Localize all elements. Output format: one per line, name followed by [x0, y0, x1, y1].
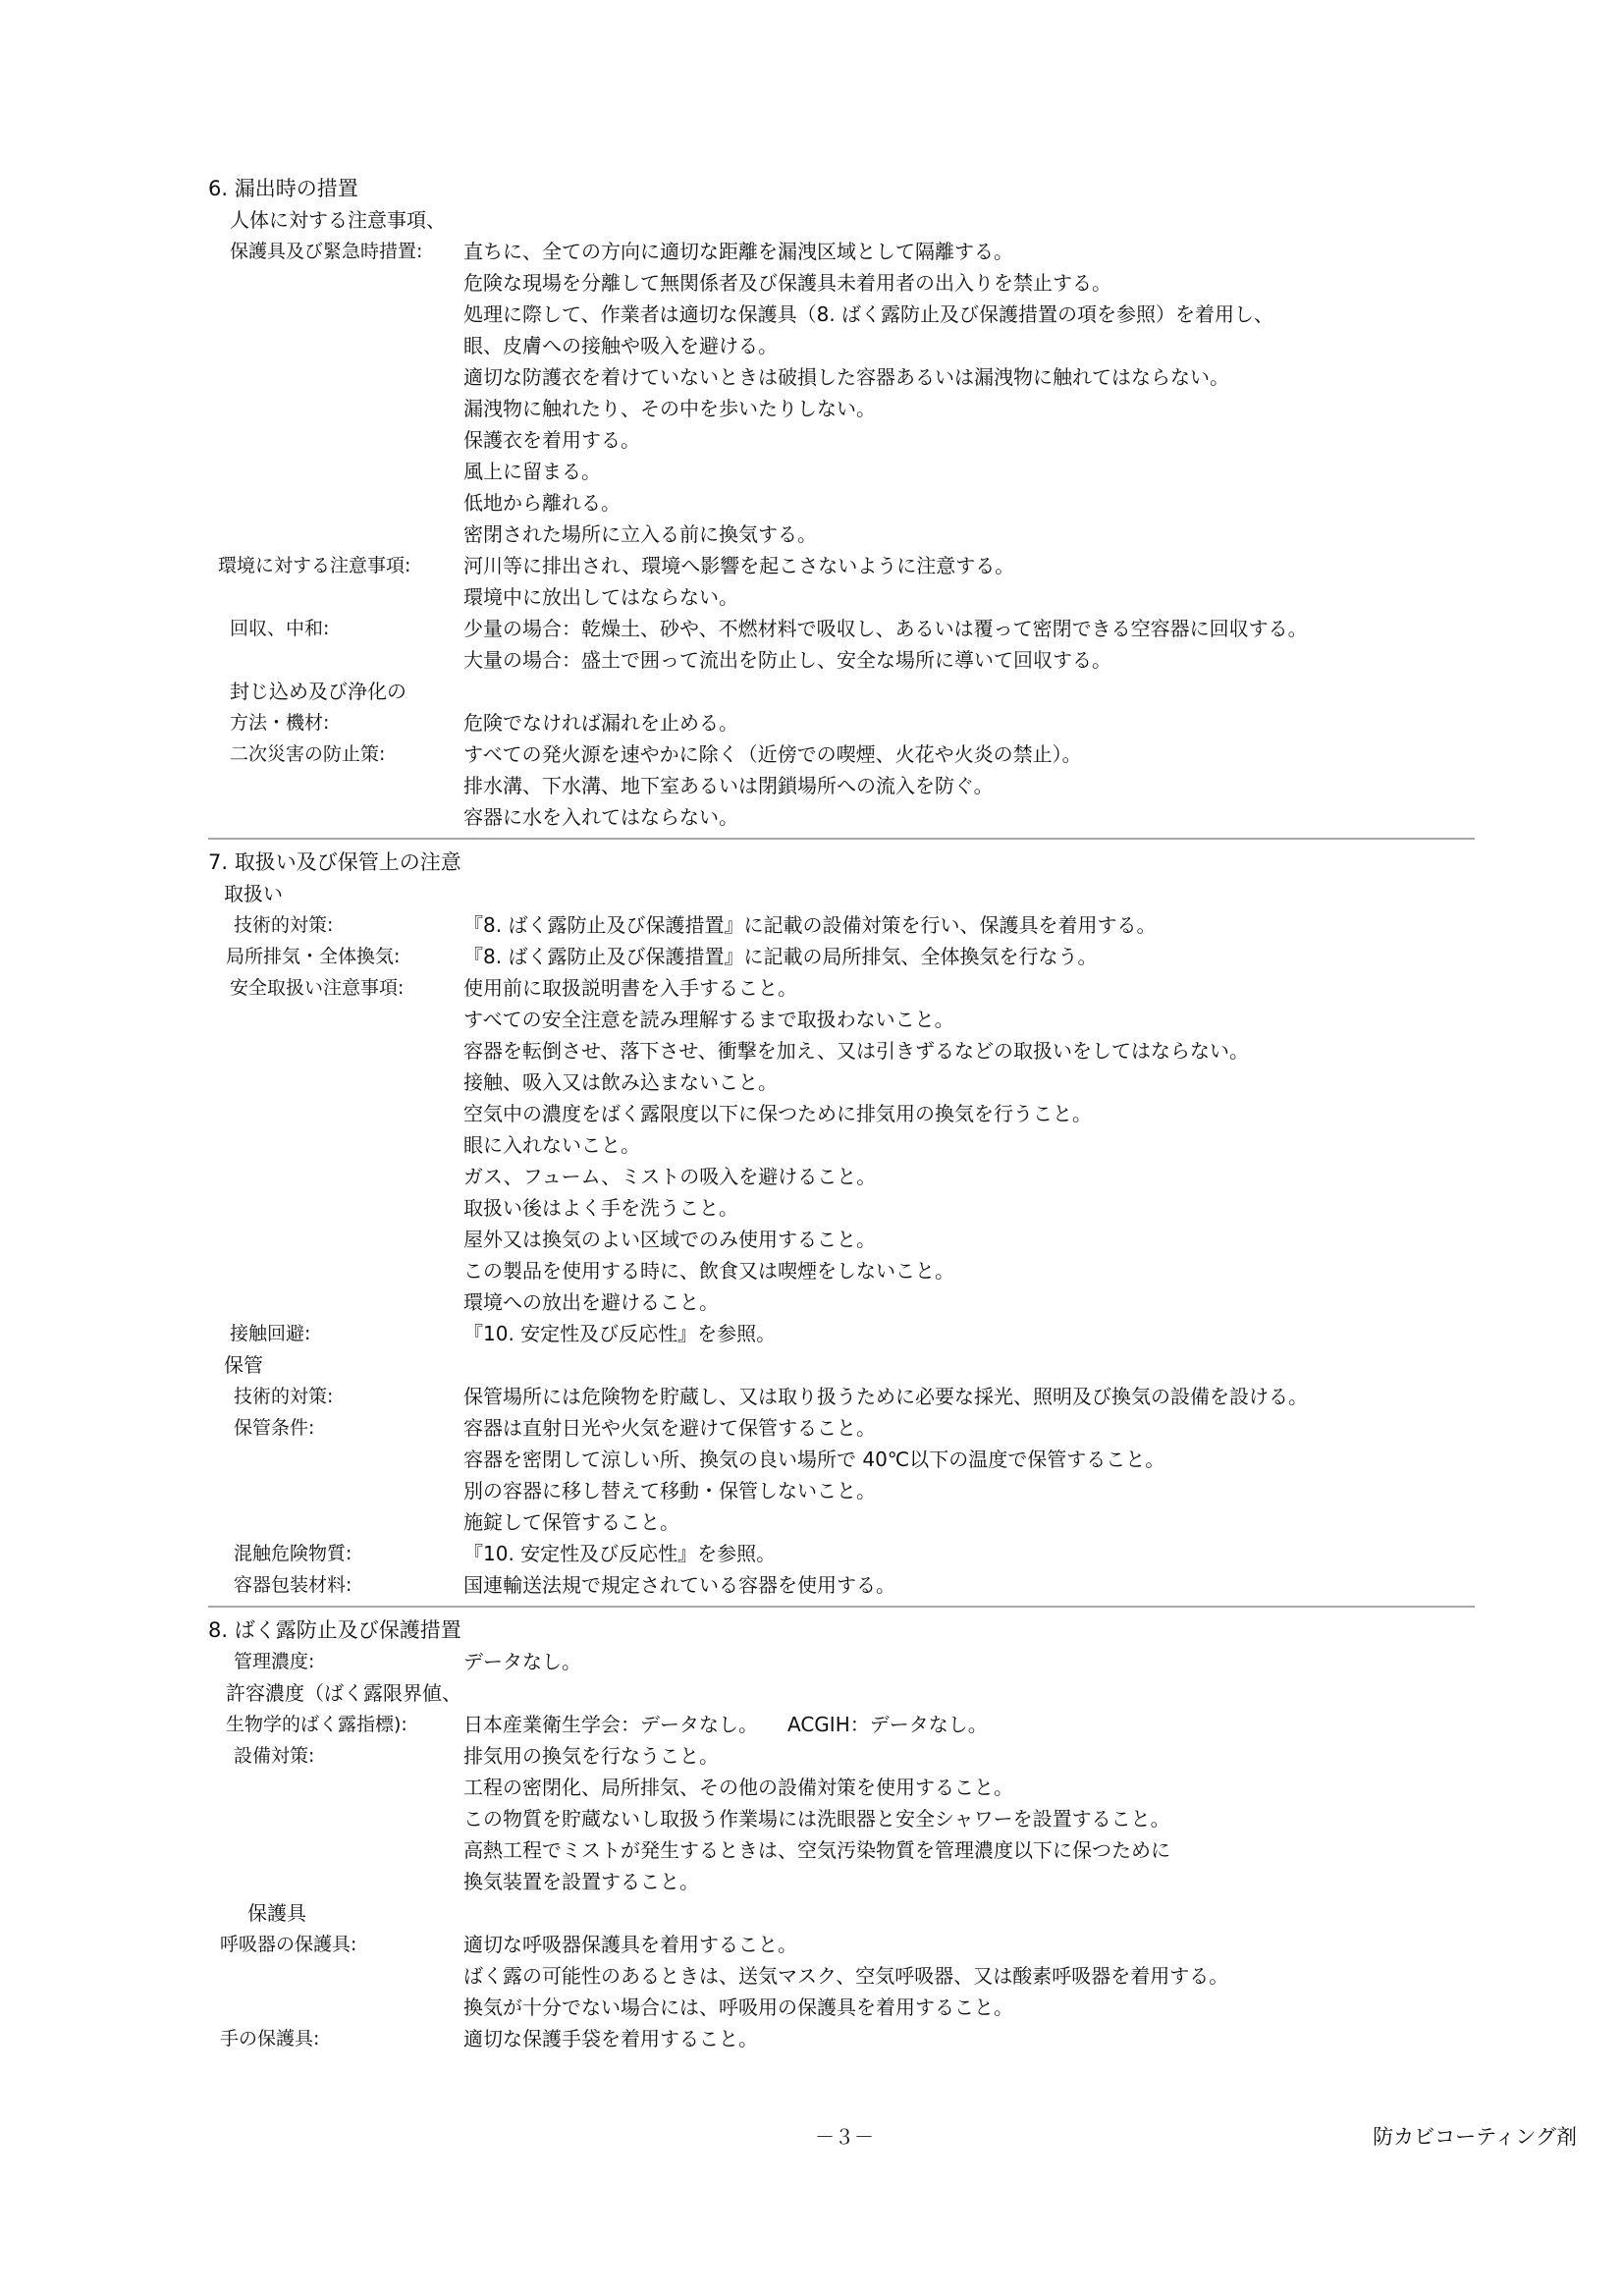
field-label: 容器包装材料: — [234, 1574, 352, 1596]
value-line: すべての発火源を速やかに除く（近傍での喫煙、火花や火炎の禁止）。 — [463, 742, 1082, 766]
value-line: ばく露の可能性のあるときは、送気マスク、空気呼吸器、又は酸素呼吸器を着用する。 — [463, 1964, 1229, 1988]
value-line: 使用前に取扱説明書を入手すること。 — [463, 976, 797, 1000]
field-value — [463, 236, 1485, 550]
section-7 — [208, 847, 1485, 1601]
value-line: 環境中に放出してはならない。 — [463, 585, 738, 609]
section-divider — [208, 838, 1475, 840]
value-line: 『10. 安定性及び反応性』を参照。 — [463, 1322, 777, 1345]
value-line: 屋外又は換気のよい区域でのみ使用すること。 — [463, 1228, 876, 1251]
value-line: 適切な保護手袋を着用すること。 — [463, 2027, 758, 2050]
field-row — [208, 1646, 1485, 1677]
value-line: 空気中の濃度をばく露限度以下に保つために排気用の換気を行うこと。 — [463, 1102, 1092, 1125]
field-value — [463, 909, 1485, 941]
sds-content — [208, 173, 1485, 2054]
field-row — [208, 236, 1485, 550]
field-label: 管理濃度: — [234, 1651, 315, 1672]
subsection-heading: 封じ込め及び浄化の — [230, 680, 406, 703]
value-line: データなし。 — [463, 1650, 581, 1673]
value-line: 風上に留まる。 — [463, 460, 601, 483]
field-label: 技術的対策: — [234, 1386, 334, 1407]
value-line: 処理に際して、作業者は適切な保護具（8. ばく露防止及び保護措置の項を参照）を着用し、 — [463, 302, 1274, 326]
field-label: 手の保護具: — [220, 2028, 320, 2050]
value-line: 高熱工程でミストが発生するときは、空気汚染物質を管理濃度以下に保つために — [463, 1838, 1170, 1862]
field-label: 回収、中和: — [230, 618, 330, 639]
subsection-heading: 保護具 — [247, 1901, 306, 1925]
value-line: 危険な現場を分離して無関係者及び保護具未着用者の出入りを禁止する。 — [463, 271, 1111, 295]
value-line: 容器を密閉して涼しい所、換気の良い場所で 40℃以下の温度で保管すること。 — [463, 1448, 1165, 1471]
field-value — [463, 1381, 1485, 1412]
field-row — [208, 1412, 1485, 1538]
value-line: 漏洩物に触れたり、その中を歩いたりしない。 — [463, 397, 876, 420]
field-row — [208, 1381, 1485, 1412]
value-line: 容器は直射日光や火気を避けて保管すること。 — [463, 1416, 876, 1440]
field-value — [463, 1538, 1485, 1569]
field-value — [463, 2023, 1485, 2054]
field-row — [208, 1318, 1485, 1349]
value-line: この製品を使用する時に、飲食又は喫煙をしないこと。 — [463, 1259, 954, 1283]
value-line: 危険でなければ漏れを止める。 — [463, 711, 738, 735]
field-value — [463, 707, 1485, 738]
field-value — [463, 1318, 1485, 1349]
value-line: 別の容器に移し替えて移動・保管しないこと。 — [463, 1479, 876, 1503]
field-row — [208, 1538, 1485, 1569]
value-line: 大量の場合：盛土で囲って流出を防止し、安全な場所に導いて回収する。 — [463, 648, 1111, 672]
value-line: 眼に入れないこと。 — [463, 1133, 640, 1157]
field-value — [463, 1929, 1485, 2023]
value-line: 低地から離れる。 — [463, 491, 621, 515]
value-line: 容器を転倒させ、落下させ、衝撃を加え、又は引きずるなどの取扱いをしてはならない。 — [463, 1039, 1249, 1063]
field-label: 呼吸器の保護具: — [220, 1934, 357, 1955]
field-value — [463, 1646, 1485, 1677]
subsection-heading: 許容濃度（ばく露限界値、 — [226, 1681, 461, 1705]
value-line: 接触、吸入又は飲み込まないこと。 — [463, 1070, 778, 1094]
value-line: 換気が十分でない場合には、呼吸用の保護具を着用すること。 — [463, 1995, 1013, 2019]
field-row — [208, 738, 1485, 833]
field-label: 方法・機材: — [230, 712, 330, 734]
field-label: 保護具及び緊急時措置: — [230, 241, 423, 262]
field-value — [463, 941, 1485, 972]
value-line: この物質を貯蔵ないし取扱う作業場には洗眼器と安全シャワーを設置すること。 — [463, 1807, 1170, 1831]
value-line: 換気装置を設置すること。 — [463, 1870, 699, 1893]
field-row — [208, 909, 1485, 941]
field-row — [208, 1929, 1485, 2023]
field-label: 保管条件: — [234, 1417, 315, 1439]
value-line: 眼、皮膚への接触や吸入を避ける。 — [463, 334, 778, 357]
subsection-heading: 人体に対する注意事項、 — [230, 208, 446, 232]
field-label: 環境に対する注意事項: — [218, 555, 411, 576]
value-line: 工程の密閉化、局所排気、その他の設備対策を使用すること。 — [463, 1776, 1013, 1799]
value-line: 施錠して保管すること。 — [463, 1510, 679, 1534]
section-6 — [208, 173, 1485, 833]
value-line: 河川等に排出され、環境へ影響を起こさないように注意する。 — [463, 554, 1015, 577]
field-value — [463, 1740, 1485, 1897]
field-label: 技術的対策: — [234, 914, 334, 936]
field-value — [463, 1569, 1485, 1601]
field-label: 安全取扱い注意事項: — [230, 977, 405, 999]
value-line: 取扱い後はよく手を洗うこと。 — [463, 1196, 738, 1220]
field-label: 局所排気・全体換気: — [226, 946, 401, 967]
value-line: 日本産業衛生学会：データなし。 ACGIH：データなし。 — [463, 1713, 988, 1736]
section-title: 6. 漏出時の措置 — [208, 177, 358, 200]
field-label: 混触危険物質: — [234, 1543, 352, 1564]
value-line: 排気用の換気を行なうこと。 — [463, 1744, 719, 1768]
subsection-heading: 保管 — [224, 1353, 263, 1377]
field-row — [208, 550, 1485, 613]
value-line: 少量の場合：乾燥土、砂や、不燃材料で吸収し、あるいは覆って密閉できる空容器に回収する。 — [463, 617, 1308, 640]
value-line: すべての安全注意を読み理解するまで取扱わないこと。 — [463, 1008, 954, 1031]
value-line: 環境への放出を避けること。 — [463, 1290, 719, 1314]
value-line: 密閉された場所に立入る前に換気する。 — [463, 522, 817, 546]
field-label: 生物学的ばく露指標): — [226, 1714, 407, 1735]
value-line: ガス、フューム、ミストの吸入を避けること。 — [463, 1165, 877, 1188]
value-line: 『10. 安定性及び反応性』を参照。 — [463, 1542, 777, 1565]
field-row — [208, 972, 1485, 1318]
value-line: 保護衣を着用する。 — [463, 428, 640, 452]
field-value — [463, 1709, 1485, 1740]
field-row — [208, 707, 1485, 738]
field-row — [208, 613, 1485, 676]
field-label: 設備対策: — [234, 1745, 315, 1767]
value-line: 『8. ばく露防止及び保護措置』に記載の設備対策を行い、保護具を着用する。 — [463, 913, 1157, 937]
value-line: 適切な呼吸器保護具を着用すること。 — [463, 1933, 797, 1956]
field-row — [208, 1709, 1485, 1740]
field-row — [208, 941, 1485, 972]
value-line: 国連輸送法規で規定されている容器を使用する。 — [463, 1573, 895, 1597]
field-row — [208, 1569, 1485, 1601]
value-line: 排水溝、下水溝、地下室あるいは閉鎖場所への流入を防ぐ。 — [463, 774, 994, 797]
field-row — [208, 1740, 1485, 1897]
field-value — [463, 972, 1485, 1318]
section-divider — [208, 1606, 1475, 1608]
field-value — [463, 1412, 1485, 1538]
field-label: 接触回避: — [230, 1323, 311, 1344]
section-8 — [208, 1614, 1485, 2054]
field-row — [208, 2023, 1485, 2054]
field-value — [463, 550, 1485, 613]
value-line: 容器に水を入れてはならない。 — [463, 805, 738, 829]
field-label: 二次災害の防止策: — [230, 743, 386, 765]
field-value — [463, 738, 1485, 833]
value-line: 直ちに、全ての方向に適切な距離を漏洩区域として隔離する。 — [463, 240, 1013, 263]
product-name: 防カビコーティング剤 — [1373, 2125, 1577, 2149]
page-number: －３－ — [815, 2125, 874, 2149]
section-title: 7. 取扱い及び保管上の注意 — [208, 850, 461, 874]
value-line: 『8. ばく露防止及び保護措置』に記載の局所排気、全体換気を行なう。 — [463, 945, 1098, 968]
value-line: 適切な防護衣を着けていないときは破損した容器あるいは漏洩物に触れてはならない。 — [463, 365, 1229, 389]
value-line: 保管場所には危険物を貯蔵し、又は取り扱うために必要な採光、照明及び換気の設備を設ける。 — [463, 1385, 1308, 1408]
section-title: 8. ばく露防止及び保護措置 — [208, 1618, 461, 1642]
field-value — [463, 613, 1485, 676]
subsection-heading: 取扱い — [224, 882, 283, 905]
